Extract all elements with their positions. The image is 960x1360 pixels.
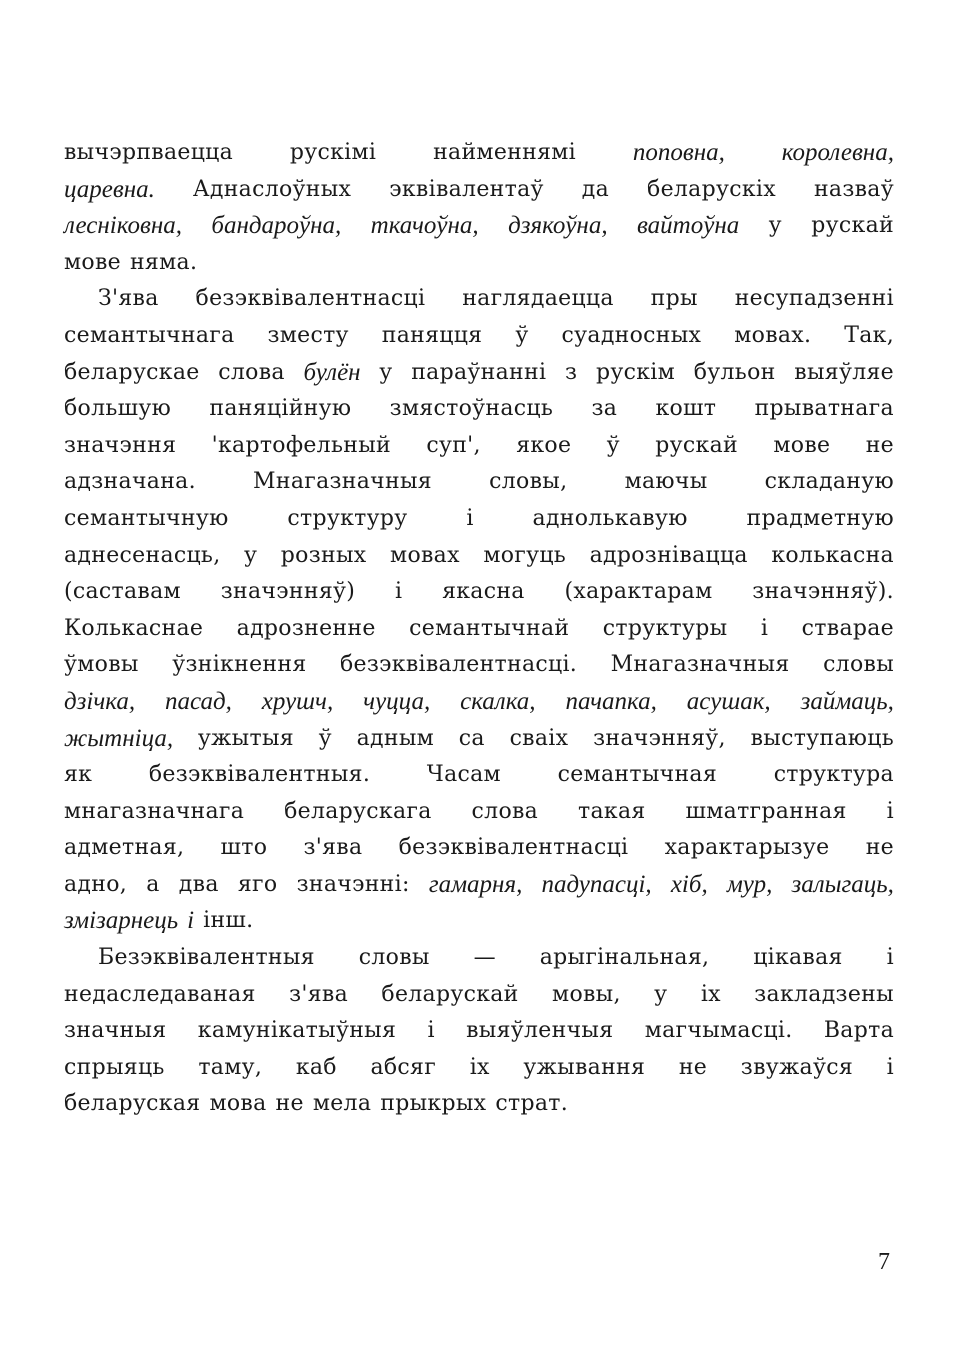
word: структура [773,762,894,788]
word: мове [64,249,121,275]
word: адно, [64,871,128,897]
word: беларускіх [647,176,776,202]
word: Мнагазначныя [253,469,432,495]
word: словы [823,652,894,678]
word: мела [312,1091,372,1117]
word: значэння [64,432,177,458]
italic-example-word: хіб, [670,870,708,898]
word: Аднаслоўных [192,176,352,202]
word: мовах [390,542,460,568]
text-line-words [64,647,894,684]
word: словы [358,945,430,971]
word: у [379,359,393,385]
word: словы, [489,469,568,495]
text-line [64,538,894,575]
italic-example-word: залыгаць, [791,870,894,898]
text-line-words [64,135,894,172]
word: значныя [64,1018,167,1044]
word: у [768,213,782,239]
text-line-words [64,794,894,831]
italic-example-word: бандароўна, [211,212,342,240]
word: беларуская [64,1091,201,1117]
word: мова [209,1091,267,1117]
text-line [64,208,894,245]
word: сваіх [509,725,569,751]
word: аднесенасць, [64,542,221,568]
word: параўнанні [411,359,547,385]
word: аднолькавую [532,505,688,531]
text-line-words [64,1050,894,1087]
text-line [64,464,894,501]
word: і [886,945,894,971]
text-line-words [64,977,894,1014]
word: і [760,615,769,641]
word: маючы [624,469,708,495]
word: і [886,798,894,824]
text-line-words [98,940,894,977]
word: ў [515,322,529,348]
text-line [64,318,894,355]
word: адным [356,725,435,751]
word: значэнняў) [220,579,356,605]
word: у [654,981,668,1007]
word: складаную [764,469,894,495]
word: безэквівалентныя. [148,762,371,788]
word: — [473,945,496,971]
text-line [64,611,894,648]
text-line [64,391,894,428]
text-line [64,172,894,209]
text-line-words [64,684,894,721]
italic-example-word: гамарня, [428,870,523,898]
word: беларускай [381,981,519,1007]
text-line-words [64,391,894,428]
word: і [427,1018,435,1044]
text-line-words [64,428,894,465]
word: не [865,432,894,458]
word: адрозненне [236,615,376,641]
word: безэквівалентнасці. [340,652,578,678]
word: пры [650,286,698,312]
word: прадметную [746,505,894,531]
text-line [64,1013,894,1050]
text-line [64,501,894,538]
text-line [64,1050,894,1087]
word: шматгранная [685,798,847,824]
word: семантычную [64,505,229,531]
text-line [64,867,894,904]
word: рускім [595,359,676,385]
word: семантычнага [64,322,235,348]
italic-example-word: дзякоўна, [508,212,608,240]
word: адметная, [64,835,185,861]
word: інш. [203,908,254,934]
word: значэнняў, [593,725,726,751]
word: зместу [267,322,349,348]
italic-example-word: царевна. [64,175,155,203]
word: а [146,871,160,897]
word: характарызуе [664,835,830,861]
word: не [275,1091,304,1117]
word: слова [218,359,285,385]
italic-example-word: скалка, [460,687,536,715]
italic-example-word: булён [303,358,361,386]
document-page-body [64,135,894,1123]
word: найменнямі [433,140,577,165]
word: рускай [655,432,738,458]
text-line [64,428,894,465]
word: арыгінальная, [539,945,710,971]
word: могуць [483,542,567,568]
word: розных [280,542,367,568]
word: суадносных [561,322,702,348]
text-line-words [64,208,894,245]
word: мовах. [734,322,812,348]
word: і [394,579,403,605]
word: адрозніваццa [589,542,748,568]
italic-example-word: падупасці, [541,870,652,898]
word: кошт [655,396,717,422]
text-line [64,721,894,758]
italic-example-word: вайтоўна [636,212,740,240]
word: структуры [602,615,728,641]
word: большую [64,396,172,422]
word: рускай [811,213,894,239]
word: такая [578,798,646,824]
word: ўзнікнення [172,652,307,678]
word: ў [318,725,332,751]
word: камунікатыўныя [197,1018,397,1044]
text-line-words [64,721,894,758]
text-line-words [64,574,894,611]
word: з'ява [303,835,363,861]
word: 'картофельный [211,432,391,458]
word: беларускае [64,359,200,385]
text-line-words [64,318,894,355]
word: рускімі [289,140,377,165]
word: не [678,1054,708,1080]
word: паняційную [209,396,352,422]
italic-example-word: дзічка, [64,687,136,715]
word: іх [700,981,721,1007]
word: прыкрых [380,1091,487,1117]
word: закладзены [754,981,894,1007]
word: структуру [287,505,408,531]
text-line-words [64,464,894,501]
word: яго [237,871,278,897]
italic-example-word: хрушч, [261,687,334,715]
word: значэнняў). [752,579,894,605]
word: не [865,835,894,861]
text-line-words [64,1013,894,1050]
word: назваў [813,176,894,202]
word: мове [773,432,831,458]
italic-example-word: пасад, [165,687,232,715]
word: прыватнага [754,396,894,422]
text-line [64,977,894,1014]
italic-example-word: змізарнець [64,907,179,935]
italic-example-word: мур, [726,870,773,898]
word: абсяг [370,1054,437,1080]
word: за [591,396,618,422]
word: безэквівалентнасці [398,835,629,861]
word: таму, [198,1054,263,1080]
text-line [64,794,894,831]
word: семантычнай [409,615,570,641]
italic-example-word: і [187,907,195,935]
word: спрыяць [64,1054,165,1080]
text-line [64,647,894,684]
word: бульон [693,359,776,385]
text-line [64,830,894,867]
text-line-words [64,867,894,904]
word: выступаюць [750,725,894,751]
text-line-words [98,281,894,318]
text-line-words [64,501,894,538]
italic-example-word: жытніца, [64,724,174,752]
italic-example-word: пачапка, [565,687,657,715]
word: з'ява [289,981,349,1007]
word: ужывання [523,1054,646,1080]
text-line-words [64,172,894,209]
text-line [64,1086,894,1123]
word: (характарам [564,579,713,605]
word: эквівалентаў [389,176,544,202]
word: каб [295,1054,337,1080]
word: са [458,725,485,751]
word: як [64,762,93,788]
text-line [64,903,894,940]
page-number: 7 [878,1249,890,1275]
word: няма. [129,249,198,275]
text-line [64,940,894,977]
text-line [64,684,894,721]
word: стварае [801,615,894,641]
word: і [886,1054,894,1080]
word: іх [469,1054,490,1080]
word: з [564,359,578,385]
italic-example-word: займаць, [800,687,894,715]
word: Часам [426,762,501,788]
word: несупадзенні [734,286,894,312]
word: вычэрпваецца [64,140,234,165]
word: наглядаецца [462,286,614,312]
word: Так, [844,322,894,348]
word: суп', [426,432,481,458]
word: выяўленчыя [466,1018,614,1044]
text-line-words [64,830,894,867]
word: семантычная [557,762,718,788]
text-line-words [64,611,894,648]
text-line [64,135,894,172]
italic-example-word: чуцца, [363,687,431,715]
word: страт. [495,1091,569,1117]
word: Варта [823,1018,894,1044]
word: беларускага [284,798,432,824]
word: два [178,871,219,897]
word: якасна [442,579,525,605]
italic-example-word: поповна, [632,139,725,166]
italic-example-word: асушак, [686,687,771,715]
text-line [64,574,894,611]
text-line-words [64,757,894,794]
word: што [220,835,268,861]
word: магчымасці. [644,1018,793,1044]
word: Колькаснае [64,615,204,641]
text-line-words [64,538,894,575]
text-line [64,757,894,794]
word: і [466,505,474,531]
word: ўмовы [64,652,139,678]
word: значэнні: [296,871,410,897]
word: адзначана. [64,469,196,495]
word: у [244,542,258,568]
italic-example-word: лесніковна, [64,212,182,240]
word: паняцця [381,322,483,348]
italic-example-word: ткачоўна, [370,212,479,240]
word: безэквівалентнасці [195,286,426,312]
text-line-words [64,903,894,940]
text-line [64,245,894,282]
text-line [64,281,894,318]
text-line [64,355,894,392]
text-line-words [64,245,894,282]
word: звужаўся [740,1054,854,1080]
word: якое [516,432,572,458]
word: ў [606,432,620,458]
text-line-words [64,1086,894,1123]
word: колькасна [771,542,894,568]
italic-example-word: королевна, [781,139,894,166]
word: ужытыя [197,725,294,751]
word: да [581,176,610,202]
word: выяўляе [794,359,894,385]
word: (саставам [64,579,181,605]
word: мнагазначнага [64,798,245,824]
word: Мнагазначныя [610,652,790,678]
word: змястоўнасць [389,396,554,422]
word: слова [471,798,539,824]
word: З'ява [98,286,159,312]
word: цікавая [753,945,843,971]
word: Безэквівалентныя [98,945,315,971]
word: недаследаваная [64,981,256,1007]
text-line-words [64,355,894,392]
word: мовы, [552,981,621,1007]
